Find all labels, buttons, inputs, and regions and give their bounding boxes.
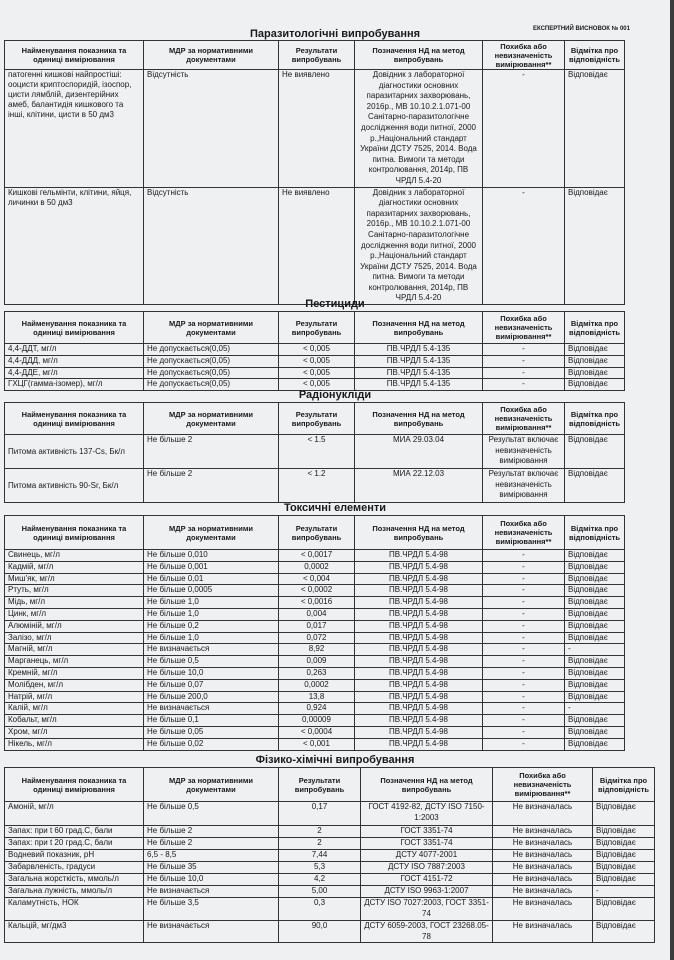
col-header-name: Найменування показника та одиниці вимірювання	[5, 41, 144, 70]
cell-name: Кремній, мг/л	[5, 667, 144, 679]
col-header-name: Найменування показника та одиниці вимірювання	[5, 768, 144, 802]
cell-result: Не виявлено	[279, 187, 355, 305]
table-row	[5, 838, 655, 850]
cell-method: МИА 29.03.04	[355, 435, 483, 469]
cell-mark: Відповідає	[565, 656, 625, 668]
cell-result: 0,17	[279, 802, 361, 826]
cell-error: -	[483, 715, 565, 727]
cell-name: Каламутність, НОК	[5, 898, 144, 921]
cell-mark: Відповідає	[565, 379, 625, 391]
cell-mdr: Не більше 10,0	[144, 667, 279, 679]
cell-error: -	[483, 608, 565, 620]
cell-result: 0,072	[279, 632, 355, 644]
cell-error: -	[483, 379, 565, 391]
table-row	[5, 667, 625, 679]
cell-error: -	[483, 573, 565, 585]
cell-method: ПВ.ЧРДЛ 5.4-98	[355, 561, 483, 573]
cell-result: < 0,001	[279, 738, 355, 750]
cell-error: Не визначалась	[493, 921, 593, 943]
cell-mark: Відповідає	[565, 585, 625, 597]
cell-method: ПВ.ЧРДЛ 5.4-135	[355, 355, 483, 367]
cell-error: -	[483, 70, 565, 188]
cell-result: 0,3	[279, 898, 361, 921]
cell-mdr: Не визначається	[144, 921, 279, 943]
cell-error: -	[483, 367, 565, 379]
cell-error: -	[483, 187, 565, 305]
table-row	[5, 187, 625, 305]
col-header-results: Результати випробувань	[279, 312, 355, 344]
cell-mark: Відповідає	[565, 187, 625, 305]
cell-result: 90,0	[279, 921, 361, 943]
table-row	[5, 597, 625, 609]
table-row	[5, 561, 625, 573]
section-title-radionuclides: Радіонукліди	[298, 389, 372, 401]
cell-result: < 0,0017	[279, 550, 355, 562]
cell-mdr: Не допускається(0,05)	[144, 379, 279, 391]
cell-name: Амоній, мг/л	[5, 802, 144, 826]
cell-mark: Відповідає	[565, 620, 625, 632]
cell-mark: Відповідає	[565, 355, 625, 367]
cell-error: Не визначалась	[493, 862, 593, 874]
cell-error: -	[483, 656, 565, 668]
cell-mdr: Не більше 0,05	[144, 726, 279, 738]
table-row	[5, 620, 625, 632]
cell-method: ПВ.ЧРДЛ 5.4-135	[355, 344, 483, 356]
col-header-mdr: МДР за нормативними документами	[144, 41, 279, 70]
cell-name: Мідь, мг/л	[5, 597, 144, 609]
cell-mark: Відповідає	[565, 550, 625, 562]
cell-mark: Відповідає	[565, 561, 625, 573]
cell-mark: Відповідає	[565, 726, 625, 738]
cell-mdr: Не більше 3,5	[144, 898, 279, 921]
cell-method: ПВ.ЧРДЛ 5.4-98	[355, 585, 483, 597]
col-header-method: Позначення НД на метод випробувань	[361, 768, 493, 802]
cell-method: ПВ.ЧРДЛ 5.4-98	[355, 738, 483, 750]
cell-name: 4,4-ДДЕ, мг/л	[5, 367, 144, 379]
cell-mdr: Не більше 0,010	[144, 550, 279, 562]
cell-mark: Відповідає	[593, 874, 655, 886]
table-row	[5, 898, 655, 921]
cell-name: ГХЦГ(гамма-ізомер), мг/л	[5, 379, 144, 391]
cell-mdr: Не більше 2	[144, 838, 279, 850]
col-header-error: Похибка або невизначеність вимірювання**	[483, 403, 565, 435]
cell-mdr: Відсутність	[144, 187, 279, 305]
cell-result: 0,0002	[279, 679, 355, 691]
cell-method: ПВ.ЧРДЛ 5.4-98	[355, 608, 483, 620]
section-title-parasitological: Паразитологічні випробування	[249, 28, 421, 40]
table-row	[5, 469, 625, 503]
cell-result: < 0,0004	[279, 726, 355, 738]
col-header-mark: Відмітка про відповідність	[565, 312, 625, 344]
cell-method: ГОСТ 3351-74	[361, 826, 493, 838]
table-parasitological	[4, 40, 625, 305]
cell-name: Марганець, мг/л	[5, 656, 144, 668]
cell-result: < 0,005	[279, 355, 355, 367]
cell-name: Загальна лужність, ммоль/л	[5, 886, 144, 898]
col-header-mdr: МДР за нормативними документами	[144, 516, 279, 550]
cell-mdr: Не більше 0,01	[144, 573, 279, 585]
cell-name: 4,4-ДДТ, мг/л	[5, 344, 144, 356]
cell-error: -	[483, 738, 565, 750]
table-row	[5, 826, 655, 838]
cell-mark: Відповідає	[565, 435, 625, 469]
col-header-name: Найменування показника та одиниці вимірювання	[5, 403, 144, 435]
cell-result: 0,009	[279, 656, 355, 668]
table-row	[5, 921, 655, 943]
cell-error: -	[483, 355, 565, 367]
cell-result: 8,92	[279, 644, 355, 656]
cell-error: Не визначалась	[493, 886, 593, 898]
cell-mark: -	[593, 886, 655, 898]
cell-method: Довідник з лабораторної діагностики основних паразитарних захворювань, 2016р., МВ 10.10.2.1.071-00 Санітарно-паразитологічне дослідження води питної, 2000 р.,Національний стандарт України ДСТУ 7525, 2014. Вода питна. Вимоги та методи контролювання, 2014р, ПВ ЧРДЛ 5.4-20	[355, 70, 483, 188]
cell-mark: Відповідає	[565, 738, 625, 750]
table-row	[5, 550, 625, 562]
cell-method: ПВ.ЧРДЛ 5.4-98	[355, 620, 483, 632]
cell-mdr: Не допускається(0,05)	[144, 355, 279, 367]
col-header-mark: Відмітка про відповідність	[565, 403, 625, 435]
cell-error: Не визначалась	[493, 850, 593, 862]
cell-error: Не визначалась	[493, 838, 593, 850]
cell-result: < 1.5	[279, 435, 355, 469]
cell-name: Миш'як, мг/л	[5, 573, 144, 585]
cell-name: Свинець, мг/л	[5, 550, 144, 562]
table-row	[5, 70, 625, 188]
cell-mdr: Не більше 0,001	[144, 561, 279, 573]
cell-mdr: Не більше 1,0	[144, 632, 279, 644]
cell-method: ПВ.ЧРДЛ 5.4-98	[355, 573, 483, 585]
cell-name: Водневий показник, pH	[5, 850, 144, 862]
cell-result: 0,004	[279, 608, 355, 620]
cell-method: ПВ.ЧРДЛ 5.4-98	[355, 679, 483, 691]
col-header-method: Позначення НД на метод випробувань	[355, 312, 483, 344]
cell-mdr: Не більше 10,0	[144, 874, 279, 886]
table-row	[5, 703, 625, 715]
cell-name: Забарвленість, градуси	[5, 862, 144, 874]
cell-name: Питома активність 90-Sr, Бк/л	[5, 469, 144, 503]
col-header-mdr: МДР за нормативними документами	[144, 312, 279, 344]
cell-mark: Відповідає	[565, 344, 625, 356]
cell-result: 0,924	[279, 703, 355, 715]
cell-name: Хром, мг/л	[5, 726, 144, 738]
cell-result: 4,2	[279, 874, 361, 886]
cell-mark: Відповідає	[565, 597, 625, 609]
cell-result: < 0,005	[279, 379, 355, 391]
cell-mdr: Не допускається(0,05)	[144, 344, 279, 356]
section-title-toxic: Токсичні елементи	[283, 502, 387, 514]
table-row	[5, 862, 655, 874]
cell-result: < 1.2	[279, 469, 355, 503]
cell-method: ДСТУ ISO 7887:2003	[361, 862, 493, 874]
table-row	[5, 726, 625, 738]
document-header-label: ЕКСПЕРТНИЙ ВИСНОВОК № 001	[533, 26, 630, 32]
cell-error: -	[483, 585, 565, 597]
cell-method: ДСТУ 6059-2003, ГОСТ 23268.05-78	[361, 921, 493, 943]
cell-mark: Відповідає	[565, 469, 625, 503]
col-header-results: Результати випробувань	[279, 403, 355, 435]
cell-error: -	[483, 632, 565, 644]
cell-mdr: Не більше 1,0	[144, 597, 279, 609]
cell-method: ГОСТ 3351-74	[361, 838, 493, 850]
col-header-method: Позначення НД на метод випробувань	[355, 516, 483, 550]
cell-name: Запах: при t 20 град.С, бали	[5, 838, 144, 850]
cell-name: Нікель, мг/л	[5, 738, 144, 750]
col-header-method: Позначення НД на метод випробувань	[355, 403, 483, 435]
cell-error: -	[483, 667, 565, 679]
cell-name: Молібден, мг/л	[5, 679, 144, 691]
cell-method: ПВ.ЧРДЛ 5.4-98	[355, 597, 483, 609]
cell-error: -	[483, 597, 565, 609]
table-row	[5, 585, 625, 597]
col-header-error: Похибка або невизначеність вимірювання**	[483, 516, 565, 550]
cell-name: Натрій, мг/л	[5, 691, 144, 703]
col-header-results: Результати випробувань	[279, 41, 355, 70]
cell-error: -	[483, 679, 565, 691]
cell-method: ПВ.ЧРДЛ 5.4-98	[355, 632, 483, 644]
table-row	[5, 644, 625, 656]
cell-mark: Відповідає	[565, 608, 625, 620]
col-header-results: Результати випробувань	[279, 516, 355, 550]
cell-mdr: Не визначається	[144, 644, 279, 656]
table-radionuclides	[4, 402, 625, 503]
table-row	[5, 802, 655, 826]
cell-result: 0,263	[279, 667, 355, 679]
cell-method: Довідник з лабораторної діагностики основних паразитарних захворювань, 2016р., МВ 10.10.2.1.071-00 Санітарно-паразитологічне дослідження води питної, 2000 р.,Національний стандарт України ДСТУ 7525, 2014. Вода питна. Вимоги та методи контролювання, 2014р, ПВ ЧРДЛ 5.4-20	[355, 187, 483, 305]
cell-error: -	[483, 561, 565, 573]
col-header-name: Найменування показника та одиниці вимірювання	[5, 312, 144, 344]
col-header-name: Найменування показника та одиниці вимірювання	[5, 516, 144, 550]
table-row	[5, 608, 625, 620]
cell-error: Не визначалась	[493, 898, 593, 921]
cell-mdr: Не більше 0,0005	[144, 585, 279, 597]
table-row	[5, 886, 655, 898]
cell-mdr: Не більше 0,07	[144, 679, 279, 691]
cell-method: ПВ.ЧРДЛ 5.4-98	[355, 644, 483, 656]
cell-name: Питома активність 137-Cs, Бк/л	[5, 435, 144, 469]
cell-result: Не виявлено	[279, 70, 355, 188]
section-title-pesticides: Пестициди	[305, 298, 365, 310]
cell-result: < 0,005	[279, 367, 355, 379]
cell-result: 13,8	[279, 691, 355, 703]
cell-mdr: Не більше 0,1	[144, 715, 279, 727]
cell-name: 4,4-ДДД, мг/л	[5, 355, 144, 367]
cell-name: Цинк, мг/л	[5, 608, 144, 620]
table-row	[5, 573, 625, 585]
cell-mdr: Не допускається(0,05)	[144, 367, 279, 379]
cell-error: -	[483, 703, 565, 715]
cell-mark: -	[565, 644, 625, 656]
cell-mdr: Не визначається	[144, 703, 279, 715]
table-row	[5, 344, 625, 356]
cell-method: ПВ.ЧРДЛ 5.4-98	[355, 691, 483, 703]
cell-error: -	[483, 644, 565, 656]
cell-method: ДСТУ 4077-2001	[361, 850, 493, 862]
cell-error: -	[483, 550, 565, 562]
cell-method: ПВ.ЧРДЛ 5.4-135	[355, 367, 483, 379]
cell-mark: Відповідає	[593, 862, 655, 874]
cell-mdr: Не більше 0,02	[144, 738, 279, 750]
table-row	[5, 679, 625, 691]
cell-mdr: Не більше 200,0	[144, 691, 279, 703]
cell-result: 7,44	[279, 850, 361, 862]
cell-method: ПВ.ЧРДЛ 5.4-135	[355, 379, 483, 391]
cell-result: 2	[279, 826, 361, 838]
cell-mark: Відповідає	[565, 367, 625, 379]
cell-method: ПВ.ЧРДЛ 5.4-98	[355, 656, 483, 668]
cell-method: ПВ.ЧРДЛ 5.4-98	[355, 550, 483, 562]
cell-method: ПВ.ЧРДЛ 5.4-98	[355, 726, 483, 738]
cell-method: ГОСТ 4192-82, ДСТУ ISO 7150-1:2003	[361, 802, 493, 826]
cell-result: 5,00	[279, 886, 361, 898]
cell-error: -	[483, 620, 565, 632]
cell-mdr: Не визначається	[144, 886, 279, 898]
cell-error: -	[483, 726, 565, 738]
cell-result: 0,00009	[279, 715, 355, 727]
cell-mark: Відповідає	[593, 826, 655, 838]
cell-name: Кадмій, мг/л	[5, 561, 144, 573]
table-row	[5, 656, 625, 668]
cell-name: Кобальт, мг/л	[5, 715, 144, 727]
cell-mark: Відповідає	[593, 838, 655, 850]
table-physchem	[4, 767, 655, 943]
cell-error: Не визначалась	[493, 826, 593, 838]
cell-mdr: 6,5 - 8,5	[144, 850, 279, 862]
cell-error: -	[483, 691, 565, 703]
cell-method: ПВ.ЧРДЛ 5.4-98	[355, 703, 483, 715]
table-row	[5, 355, 625, 367]
cell-method: ПВ.ЧРДЛ 5.4-98	[355, 667, 483, 679]
cell-error: Не визначалась	[493, 874, 593, 886]
col-header-method: Позначення НД на метод випробувань	[355, 41, 483, 70]
table-row	[5, 435, 625, 469]
cell-name: Загальна жорсткість, ммоль/л	[5, 874, 144, 886]
cell-method: ПВ.ЧРДЛ 5.4-98	[355, 715, 483, 727]
cell-error: Результат включає невизначеність вимірювання	[483, 435, 565, 469]
cell-result: 0,0002	[279, 561, 355, 573]
cell-method: ДСТУ ISO 9963-1:2007	[361, 886, 493, 898]
cell-mdr: Не більше 0,2	[144, 620, 279, 632]
table-row	[5, 632, 625, 644]
cell-name: Ртуть, мг/л	[5, 585, 144, 597]
cell-mdr: Не більше 2	[144, 826, 279, 838]
cell-mark: Відповідає	[565, 715, 625, 727]
table-row	[5, 874, 655, 886]
cell-name: Алюміній, мг/л	[5, 620, 144, 632]
cell-mark: Відповідає	[593, 802, 655, 826]
cell-mark: Відповідає	[565, 679, 625, 691]
cell-mark: -	[565, 703, 625, 715]
cell-mdr: Не більше 1,0	[144, 608, 279, 620]
col-header-mark: Відмітка про відповідність	[565, 41, 625, 70]
cell-mdr: Не більше 35	[144, 862, 279, 874]
table-row	[5, 715, 625, 727]
cell-result: < 0,005	[279, 344, 355, 356]
cell-mark: Відповідає	[565, 691, 625, 703]
cell-method: МИА 22.12.03	[355, 469, 483, 503]
cell-mark: Відповідає	[593, 921, 655, 943]
cell-mark: Відповідає	[565, 632, 625, 644]
col-header-mdr: МДР за нормативними документами	[144, 768, 279, 802]
col-header-error: Похибка або невизначеність вимірювання**	[493, 768, 593, 802]
cell-error: -	[483, 344, 565, 356]
cell-name: Кальцій, мг/дм3	[5, 921, 144, 943]
table-toxic	[4, 515, 625, 751]
cell-mark: Відповідає	[593, 850, 655, 862]
cell-mdr: Не більше 2	[144, 469, 279, 503]
col-header-mark: Відмітка про відповідність	[565, 516, 625, 550]
cell-result: 0,017	[279, 620, 355, 632]
cell-mdr: Не більше 2	[144, 435, 279, 469]
cell-name: Кишкові гельмінти, клітини, яйця, личинки в 50 дм3	[5, 187, 144, 305]
table-row	[5, 738, 625, 750]
cell-name: Залізо, мг/л	[5, 632, 144, 644]
cell-name: Магній, мг/л	[5, 644, 144, 656]
cell-result: 2	[279, 838, 361, 850]
table-pesticides	[4, 311, 625, 391]
cell-name: патогенні кишкові найпростіші: ооцисти криптоспоридій, ізоспор, цисти лямблій, дизентерійних амеб, балантидія кишкового та інші, клітини, цисти в 50 дм3	[5, 70, 144, 188]
cell-result: < 0,004	[279, 573, 355, 585]
col-header-mdr: МДР за нормативними документами	[144, 403, 279, 435]
cell-result: < 0,0016	[279, 597, 355, 609]
cell-mark: Відповідає	[565, 667, 625, 679]
section-title-physchem: Фізико-хімічні випробування	[255, 754, 415, 766]
cell-mdr: Не більше 0,5	[144, 656, 279, 668]
cell-mark: Відповідає	[565, 70, 625, 188]
cell-mdr: Відсутність	[144, 70, 279, 188]
cell-result: < 0,0002	[279, 585, 355, 597]
col-header-results: Результати випробувань	[279, 768, 361, 802]
cell-error: Не визначалась	[493, 802, 593, 826]
table-row	[5, 367, 625, 379]
cell-mark: Відповідає	[593, 898, 655, 921]
cell-method: ГОСТ 4151-72	[361, 874, 493, 886]
cell-mdr: Не більше 0,5	[144, 802, 279, 826]
cell-mark: Відповідає	[565, 573, 625, 585]
col-header-error: Похибка або невизначеність вимірювання**	[483, 41, 565, 70]
table-row	[5, 850, 655, 862]
cell-name: Калій, мг/л	[5, 703, 144, 715]
cell-result: 5,3	[279, 862, 361, 874]
cell-method: ДСТУ ISO 7027:2003, ГОСТ 3351-74	[361, 898, 493, 921]
cell-name: Запах: при t 60 град.С, бали	[5, 826, 144, 838]
cell-error: Результат включає невизначеність вимірювання	[483, 469, 565, 503]
table-row	[5, 691, 625, 703]
col-header-error: Похибка або невизначеність вимірювання**	[483, 312, 565, 344]
col-header-mark: Відмітка про відповідність	[593, 768, 655, 802]
